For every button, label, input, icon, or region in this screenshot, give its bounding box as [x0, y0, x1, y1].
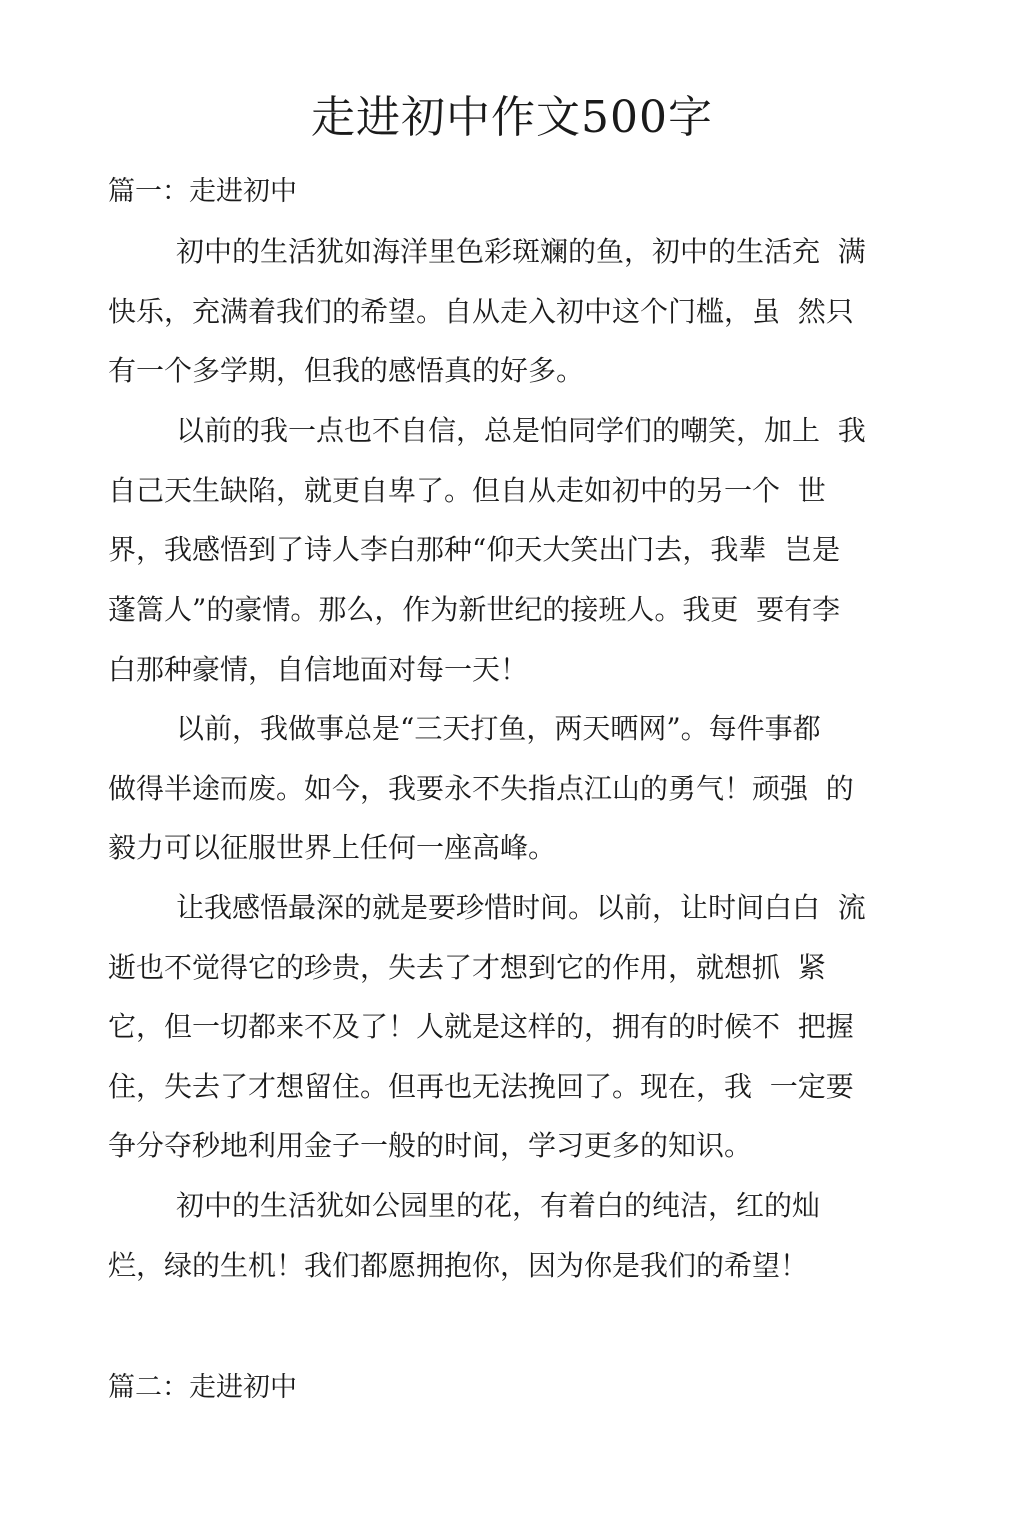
paragraph-line: 它，但一切都来不及了！人就是这样的，拥有的时候不 把握	[108, 1010, 854, 1043]
paragraph-line: 让我感悟最深的就是要珍惜时间。以前，让时间白白 流	[176, 891, 866, 924]
paragraph-line: 白那种豪情，自信地面对每一天！	[108, 653, 529, 686]
paragraph-line: 快乐，充满着我们的希望。自从走入初中这个门槛，虽 然只	[108, 295, 854, 328]
paragraph-line: 蓬篙人”的豪情。那么，作为新世纪的接班人。我更 要有李	[108, 593, 841, 626]
paragraph-line: 以前，我做事总是“三天打鱼，两天晒网”。每件事都	[176, 712, 821, 745]
section-heading-1: 篇一：走进初中	[108, 176, 297, 207]
paragraph-line: 逝也不觉得它的珍贵，失去了才想到它的作用，就想抓 紧	[108, 951, 826, 984]
section-heading-2: 篇二：走进初中	[108, 1372, 297, 1403]
paragraph-line: 有一个多学期，但我的感悟真的好多。	[108, 354, 585, 387]
paragraph-line: 毅力可以征服世界上任何一座高峰。	[108, 831, 557, 864]
paragraph-line: 争分夺秒地利用金子一般的时间，学习更多的知识。	[108, 1129, 753, 1162]
paragraph-line: 做得半途而废。如今，我要永不失指点江山的勇气！顽强 的	[108, 772, 854, 805]
paragraph-line: 初中的生活犹如海洋里色彩斑斓的鱼，初中的生活充 满	[176, 235, 866, 268]
paragraph-line: 界，我感悟到了诗人李白那种“仰天大笑出门去，我辈 岂是	[108, 533, 841, 566]
page-title: 走进初中作文500字	[311, 92, 713, 143]
paragraph-line: 烂，绿的生机！我们都愿拥抱你，因为你是我们的希望！	[108, 1249, 809, 1282]
paragraph-line: 住，失去了才想留住。但再也无法挽回了。现在，我 一定要	[108, 1070, 854, 1103]
paragraph-line: 以前的我一点也不自信，总是怕同学们的嘲笑，加上 我	[176, 414, 866, 447]
paragraph-line: 初中的生活犹如公园里的花，有着白的纯洁，红的灿	[176, 1189, 821, 1222]
paragraph-line: 自己天生缺陷，就更自卑了。但自从走如初中的另一个 世	[108, 474, 826, 507]
